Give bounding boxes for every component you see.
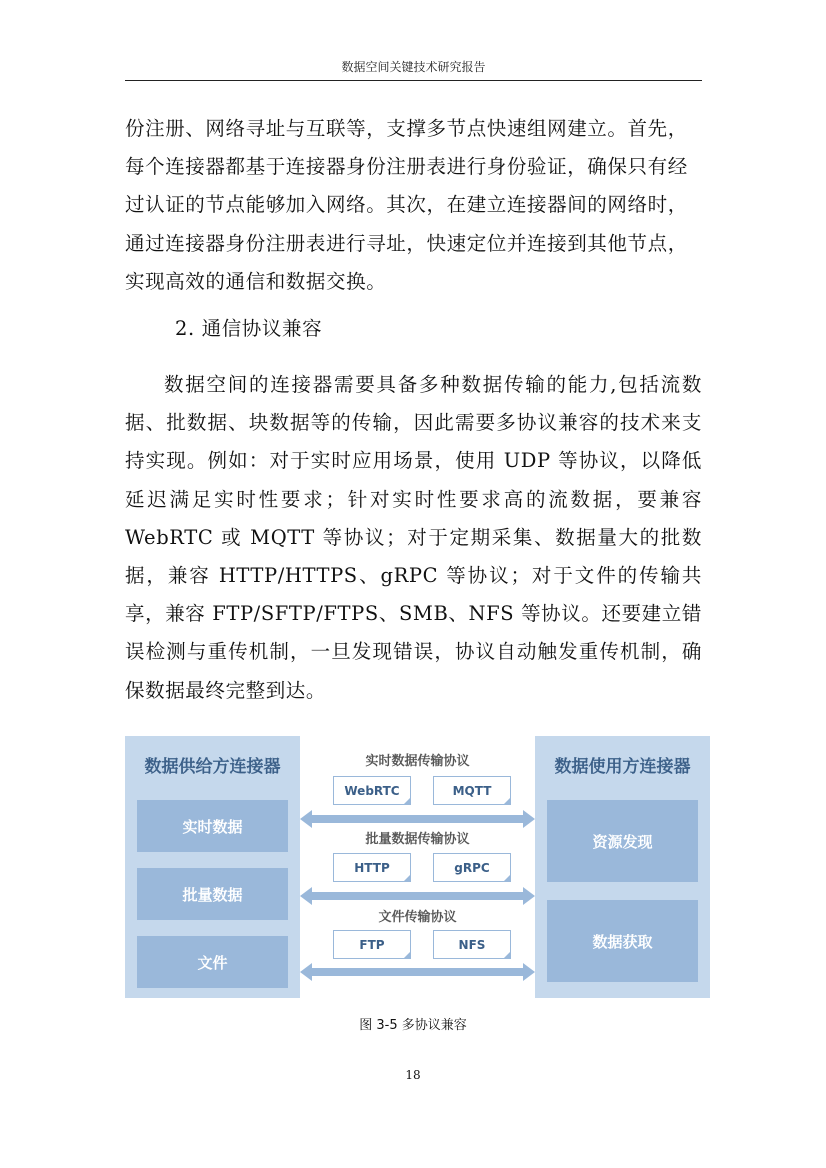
consumer-connector-panel [535, 736, 710, 998]
provider-panel-title: 数据供给方连接器 [144, 757, 281, 777]
provider-connector-panel [125, 736, 300, 998]
paragraph-body: 数据空间的连接器需要具备多种数据传输的能力,包括流数据、批数据、块数据等的传输，因此需要多协议兼容的技术来支持实现。例如：对于实时应用场景，使用 UDP 等协议，以降低延迟满足实时性要求；针对实时性要求高的流数据，要兼容 WebRTC 或 MQTT 等协议；对于定期采集、数据量大的批数据，兼容 HTTP/HTTPS、gRPC 等协议；对于文件的传输共享，兼容 FTP/SFTP/FTPS、SMB、NFS 等协议。还要建立错误检测与重传机制，一旦发现错误，协议自动触发重传机制，确保数据最终完整到达。 [125, 373, 702, 702]
protocol-group-label-batch: 批量数据传输协议 [365, 832, 470, 847]
provider-item-realtime: 实时数据 [137, 800, 288, 852]
paragraph-protocols [125, 366, 702, 710]
protocol-tag-http: HTTP [333, 853, 411, 882]
consumer-item-discovery: 资源发现 [547, 800, 698, 882]
paragraph-continued [125, 110, 702, 301]
section-heading: 2. 通信协议兼容 [175, 317, 323, 340]
consumer-panel-title: 数据使用方连接器 [554, 757, 691, 777]
double-arrow-icon [300, 962, 535, 982]
protocol-tag-ftp: FTP [333, 930, 411, 959]
paragraph-line: 实现高效的通信和数据交换。 [125, 269, 387, 293]
protocol-tag-nfs: NFS [433, 930, 511, 959]
paragraph-line: 过认证的节点能够加入网络。其次，在建立连接器间的网络时， [125, 193, 688, 217]
figure-caption: 图 3-5 多协议兼容 [359, 1018, 467, 1033]
protocol-group-label-file: 文件传输协议 [378, 910, 457, 925]
protocol-tag-grpc: gRPC [433, 853, 511, 882]
protocol-tag-mqtt: MQTT [433, 776, 511, 805]
header-rule [125, 80, 702, 81]
paragraph-line: 通过连接器身份注册表进行寻址，快速定位并连接到其他节点， [125, 231, 688, 255]
paragraph-line: 份注册、网络寻址与互联等，支撑多节点快速组网建立。首先， [125, 117, 688, 140]
double-arrow-icon [300, 809, 535, 829]
double-arrow-icon [300, 886, 535, 906]
provider-item-file: 文件 [137, 936, 288, 988]
protocol-group-label-realtime: 实时数据传输协议 [365, 754, 470, 769]
paragraph-line: 每个连接器都基于连接器身份注册表进行身份验证，确保只有经 [125, 155, 688, 179]
page-number: 18 [405, 1068, 421, 1082]
protocol-tag-webrtc: WebRTC [333, 776, 411, 805]
figure-multi-protocol [125, 736, 710, 998]
running-header: 数据空间关键技术研究报告 [341, 60, 486, 74]
consumer-item-acquisition: 数据获取 [547, 900, 698, 982]
provider-item-batch: 批量数据 [137, 868, 288, 920]
